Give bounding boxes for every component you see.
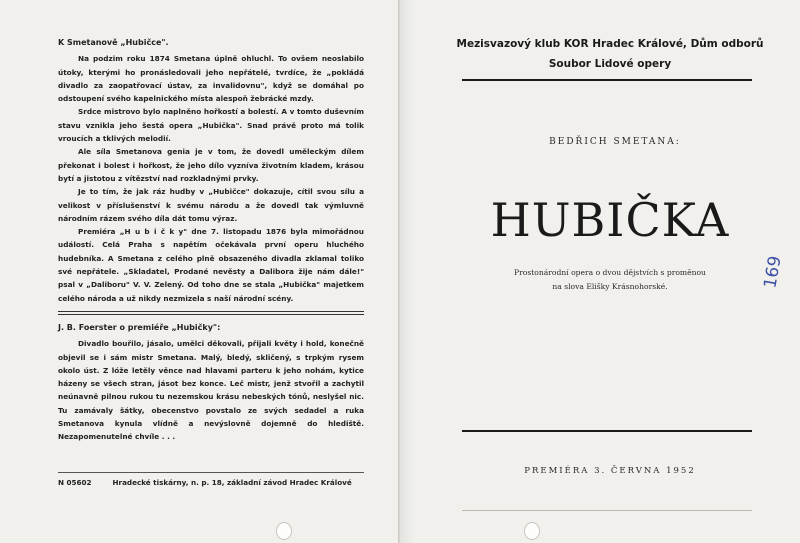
footer-rule bbox=[58, 472, 364, 473]
composer-name: BEDŘICH SMETANA: bbox=[549, 137, 681, 147]
printer-name: Hradecké tiskárny, n. p. 18, základní závod Hradec Králové bbox=[112, 478, 352, 487]
paragraph: Je to tím, že jak ráz hudby v „Hubičce" dokazuje, cítil svou sílu a velikost v příslušenství k svému národu a že dovedl tak výmluvně národním rázem svého díla dát tomu výraz. bbox=[58, 187, 364, 223]
organizer bbox=[440, 34, 780, 74]
archive-number-handwritten: 169 bbox=[760, 254, 786, 290]
printer-imprint bbox=[58, 478, 364, 487]
fold-shadow bbox=[400, 0, 414, 543]
organizer-line-1: Mezisvazový klub KOR Hradec Králové, Dům odborů bbox=[456, 38, 764, 50]
top-rule bbox=[462, 79, 752, 81]
section-heading-smetana: K Smetanově „Hubičce". bbox=[58, 38, 169, 47]
paragraph: Srdce mistrovo bylo naplněno hořkostí a bolestí. A v tomto duševním stavu vznikla jeho šestá opera „Hubička". Snad právě proto má tolik vroucích a tklivých melodií. bbox=[58, 107, 364, 144]
bottom-rule bbox=[462, 430, 752, 432]
left-page-text bbox=[58, 36, 364, 444]
paragraph: Ale síla Smetanova genia je v tom, že dovedl uměleckým dílem překonat i bolest i hořkost, že jeho dílo vyzníva životním kladem, krásou bytí a jistotou z vítězství nad rozkladnými prvky. bbox=[58, 147, 364, 183]
opera-title: HUBIČKA bbox=[490, 193, 730, 247]
organizer-line-2: Soubor Lidové opery bbox=[548, 58, 672, 70]
opera-subtitle bbox=[460, 266, 760, 294]
paragraph: Premiéra „H u b i č k y" dne 7. listopadu 1876 byla mimořádnou událostí. Celá Praha s napětím očekávala první operu hluchého hudebníka. A Smetana z celého plně obsazeného divadla zklamal toliko své nepřátele. „Skladatel, Prodané nevěsty a Dalibora žije nám dále!" psal v „Daliboru" V. V. Zelený. Od toho dne se stala „Hubička" majetkem celého národa a už nikdy nezmizela s naší národní scény. bbox=[58, 227, 364, 303]
paragraph: Divadlo bouřilo, jásalo, umělci děkovali, přijali květy i hold, konečně objevil se i sám mistr Smetana. Malý, bledý, skličený, s trpkým rysem okolo úst. Z lóže letěly věnce nad hlavami parteru k jeho nohám, kytice házeny se všech stran, jásot bez konce. Leč mistr, jenž stvořil a zachytil neúnavně pilnou rukou tu nezemskou krásu nebeských tónů, neslyšel nic. Tu zamávaly šátky, obecenstvo povstalo ze svých sedadel a ruka Smetanova kynula vlídně a nevýslovně dojemně do hlediště. Nezapomenutelné chvíle . . . bbox=[58, 339, 364, 442]
section-divider bbox=[58, 311, 364, 315]
paragraph: Na podzim roku 1874 Smetana úplně ohluchl. To ovšem neoslabilo útoky, kterými ho pronásledovali jeho nepřátelé, tvrdíce, že „pokládá divadlo za zaopatřovací ústav, za invalidovnu", když se domáhal po odstoupení svého kapelnického místa alespoň žebrácké mzdy. bbox=[58, 54, 364, 104]
section-heading-foerster: J. B. Foerster o premiéře „Hubičky": bbox=[58, 322, 221, 332]
punch-hole-right bbox=[524, 522, 540, 540]
subtitle-line-1: Prostonárodní opera o dvou dějstvích s proměnou bbox=[514, 268, 706, 277]
print-code: N 05602 bbox=[58, 478, 92, 487]
premiere-date: PREMIÉRA 3. ČERVNA 1952 bbox=[524, 466, 696, 476]
faint-rule bbox=[462, 510, 752, 511]
subtitle-line-2: na slova Elišky Krásnohorské. bbox=[552, 282, 668, 291]
punch-hole-left bbox=[276, 522, 292, 540]
